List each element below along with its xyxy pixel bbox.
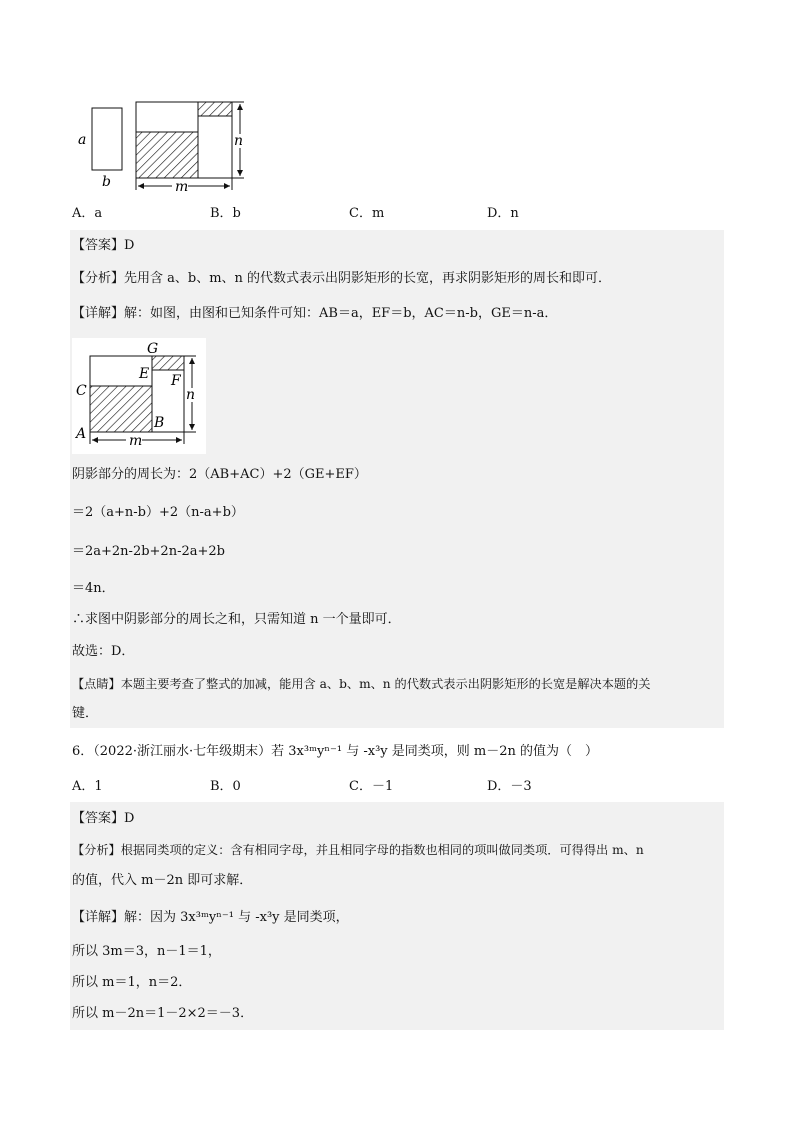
q6-option-d[interactable]: D．－3: [487, 779, 532, 794]
q6-step-2: 所以 m＝1，n＝2．: [72, 975, 192, 990]
hatched-region-right: [198, 102, 232, 116]
fig2-label-F: F: [171, 373, 181, 389]
fig2-label-G: G: [147, 341, 159, 357]
q6-option-c[interactable]: C．－1: [349, 779, 394, 794]
q5-step-6: 故选：D．: [72, 644, 135, 659]
fig2-label-n: n: [186, 387, 196, 403]
q5-detail-intro: 【详解】解：如图，由图和已知条件可知：AB＝a，EF＝b，AC＝n-b，GE＝n-a．: [72, 306, 558, 321]
fig2-label-m: m: [129, 433, 143, 449]
hatched-region-left: [136, 132, 198, 178]
q5-option-c[interactable]: C．m: [349, 206, 385, 221]
q6-option-a[interactable]: A．1: [72, 779, 103, 794]
fig2-label-C: C: [76, 383, 87, 399]
q5-step-1: 阴影部分的周长为：2（AB+AC）+2（GE+EF）: [72, 467, 367, 482]
q6-answer: 【答案】D: [72, 811, 135, 826]
label-b: b: [102, 174, 111, 190]
q6-question: 6．（2022·浙江丽水·七年级期末）若 3x³ᵐyⁿ⁻¹ 与 -x³y 是同类项，则 m－2n 的值为（ ）: [72, 744, 598, 759]
inner-rectangle: [198, 116, 232, 178]
q5-analysis: 【分析】先用含 a、b、m、n 的代数式表示出阴影矩形的长宽，再求阴影矩形的周长和即可．: [72, 271, 612, 286]
small-rectangle: [92, 108, 122, 170]
q5-option-a[interactable]: A．a: [72, 206, 103, 221]
q6-option-b[interactable]: B．0: [210, 779, 241, 794]
fig2-label-E: E: [139, 366, 150, 382]
fig2-label-B: B: [154, 415, 165, 431]
hatched-region-left-2: [90, 386, 152, 432]
q6-analysis-line2: 的值，代入 m－2n 即可求解．: [72, 873, 253, 888]
q5-step-5: ∴求图中阴影部分的周长之和，只需知道 n 一个量即可．: [72, 612, 401, 627]
q5-answer: 【答案】D: [72, 238, 135, 253]
label-m: m: [175, 179, 189, 195]
q5-comment-line2: 键．: [72, 706, 99, 721]
fig2-label-A: A: [76, 426, 87, 442]
q6-analysis-line1: 【分析】根据同类项的定义：含有相同字母，并且相同字母的指数也相同的项叫做同类项．可得得出 m、n: [72, 843, 644, 857]
q5-step-3: ＝2a+2n-2b+2n-2a+2b: [72, 544, 225, 559]
q5-step-4: ＝4n．: [72, 581, 115, 596]
q5-comment-line1: 【点睛】本题主要考查了整式的加减，能用含 a、b、m、n 的代数式表示出阴影矩形的长宽是解决本题的关: [72, 677, 651, 691]
q6-step-3: 所以 m－2n＝1－2×2＝－3．: [72, 1006, 254, 1021]
q6-step-1: 所以 3m＝3，n－1＝1，: [72, 944, 221, 959]
label-a: a: [78, 132, 87, 148]
hatched-region-right-2: [152, 356, 184, 370]
figure-labeled: [72, 338, 206, 454]
figure-rectangles: [74, 98, 254, 196]
q5-option-d[interactable]: D．n: [487, 206, 519, 221]
q6-detail: 【详解】解：因为 3x³ᵐyⁿ⁻¹ 与 -x³y 是同类项，: [72, 910, 349, 925]
label-n: n: [234, 133, 244, 149]
q5-step-2: ＝2（a+n-b）+2（n-a+b）: [72, 505, 244, 520]
q5-option-b[interactable]: B．b: [210, 206, 241, 221]
